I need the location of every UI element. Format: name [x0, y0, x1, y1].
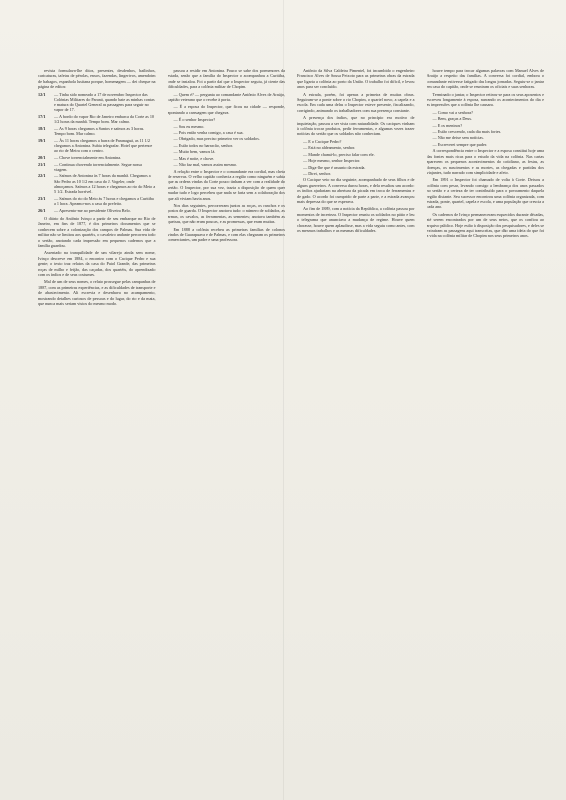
timeline-text: — As 9 horas chegamos a Santos e saímos as 3 horas. Tempo bom. Mar calmo.: [54, 125, 145, 137]
timeline-date: 18/1: [38, 125, 46, 131]
dialogue-line: — Muito bem, vamos lá.: [173, 149, 216, 155]
dialogue-line: — Pois então venha comigo, a casa é sua.: [173, 130, 244, 136]
timeline-entry: [38, 173, 156, 194]
timeline-text: — Saímos do rio do Meio às 7 horas e chegamos a Curitiba a 1 hora. Apeamo-nos a casa do prefeito.: [54, 195, 154, 206]
dialogue-line: — Está no aldeamento, senhor.: [303, 145, 356, 151]
dialogue-line: — Mande chamá-lo, preciso falar com ele.: [303, 151, 375, 157]
body-paragraph: O Cacique veio no dia seguinte, acompanhado de seus filhos e de alguns guerreiros. A conversa durou horas, e dela resultou um acordo: os índios ajudariam na abertura da picada em troca de ferramentas e de gado. O acordo foi cumprido de parte a parte, e a estrada avançou mais depressa do que se esperava.: [297, 177, 415, 204]
dialogue-line: — É o senhor Inspector?: [173, 117, 216, 123]
column-3: [297, 68, 415, 768]
timeline-entry: [38, 155, 156, 160]
dialogue-line: — Não me deixe sem notícias.: [432, 135, 484, 141]
timeline-date: 17/1: [38, 113, 46, 119]
dialogue-line: — Hoje mesmo, senhor Inspector.: [303, 158, 361, 164]
dialogue-line: — Direi, senhor.: [303, 170, 331, 176]
dialogue-line: — Estão todos no barracão, senhor.: [173, 142, 233, 148]
body-paragraph: Antônio da Silva Caldeira Pimentel, foi incumbido o engenheiro Francisco Alves de Sousa Peixoto para as primeiras obras da estrada que ligaria a colônia ao porto da União. O trabalho foi difícil, e levou anos para ser concluído.: [297, 68, 415, 90]
timeline-date: 20/1: [38, 154, 46, 160]
timeline-date: 19/1: [38, 137, 46, 143]
body-paragraph: — Quem é? — pergunta ao comandante Antônio Alves de Araújo, capitão veterano que o recebe à porta.: [167, 91, 285, 103]
article-columns: [38, 68, 544, 768]
body-paragraph: Ao fim de 1889, com a notícia da República, a colônia passou por momentos de incerteza. O Inspector reuniu os soldados no pátio e leu o telegrama que anunciava a mudança de regime. Houve quem chorasse, houve quem aplaudisse, mas a vida seguiu como antes, com os mesmos trabalhos e as mesmas dificuldades.: [297, 206, 415, 233]
dialogue-line: — Não faz mal, vamos assim mesmo.: [173, 162, 237, 168]
timeline-entry: [38, 92, 156, 113]
body-paragraph: A presença dos índios, que no princípio era motivo de inquietação, passou a ser vista com naturalidade. Os caciques vinham à colônia trocar produtos, pedir ferramentas, e algumas vezes trazer notícias do sertão que os soldados não conheciam.: [297, 115, 415, 137]
timeline-entry: [38, 196, 156, 206]
body-paragraph: — É a esposa do Inspector, que ficou na cidade — responde, apontando a carruagem que chegava.: [167, 104, 285, 115]
timeline-entry: [38, 138, 156, 154]
dialogue-line: — Sou eu mesmo.: [173, 123, 205, 129]
body-paragraph: A relação entre o Inspector e o comandante era cordial, mas cheia de reservas. O velho capitão conhecia a região como ninguém e sabia que as ordens vindas da Corte pouco tinham a ver com a realidade do sertão. O Inspector, por sua vez, trazia a disposição de quem quer mudar tudo e logo percebeu que nada se faria sem a colaboração dos que ali viviam havia anos.: [167, 168, 285, 201]
body-paragraph: Mal de um de seus nomes, o relato prossegue pelas campanhas de 1887, com as primeiras experiências, e as dificuldades de transporte e de abastecimento. Ali escrevia e desenhava no acampamento, mostrando detalhes curiosos de pessoas e do lugar, do rio e da mata, que nunca mais seriam vistos do mesmo modo.: [38, 279, 156, 306]
timeline-text: — Continua chovendo torrencialmente. Segue nossa viagem.: [54, 161, 142, 172]
dialogue-line: — E os meninos?: [432, 122, 463, 128]
timeline-text: — Às 11 horas chegamos a barra de Paranaguá, as 11 1/2 chegamos a Antonina. Subia telegrafar. Hotel que pertence ao rio de Meira com o centro.: [54, 137, 153, 154]
body-paragraph: A correspondência entre o Inspector e a esposa constitui hoje uma das fontes mais ricas para o estudo da vida na colônia. Nas cartas aparecem os pequenos acontecimentos do cotidiano, as festas, as doenças, os nascimentos e as mortes, as chegadas e partidas dos viajantes, tudo narrado com simplicidade e afeto.: [426, 148, 544, 175]
timeline-entry: [38, 162, 156, 172]
column-1: [38, 68, 156, 768]
dialogue-line: — Obrigado, mas preciso primeiro ver os soldados.: [173, 136, 260, 142]
body-paragraph: O diário do Antônio Ivinço a partir de seu embarque no Rio de Janeiro, em fins de 1877, é dos primeiros documentos que se conhecem sobre a colonização dos campos de Palmas. Sua vida de militar não se limitou aos quartéis, o cavaleiro andante percorreu todo o sertão, anotando cada impressão em pequenos cadernos que a família guardou.: [38, 215, 156, 248]
column-4: [427, 68, 545, 768]
column-1-intro: revista formulava-lhe ditos, presentes, desdenhos, bailinhos, caricaturas, tafetas de pérolas, enxos, fazendas, lingerivos, amendoim de babagos, espanhola lusitana porque, homenagem — dei cheque na página de editos:: [38, 68, 156, 90]
timeline-date: 23/1: [38, 195, 46, 201]
timeline-entry: [38, 114, 156, 124]
timeline-date: 21/1: [38, 161, 46, 167]
dialogue-line: — Diga-lhe que é assunto da estrada.: [303, 164, 366, 170]
dialogue-line: — Mas é noite, e chove.: [173, 155, 215, 161]
timeline-list: [38, 92, 156, 213]
body-paragraph: Nos dias seguintes, percorreram juntos as roças, os ranchos e os postos de guarda. O Inspector anotava tudo: o número de soldados, as armas, os cavalos, as ferramentas, as sementes; anotava também as queixas, que não eram poucas, e as promessas, que eram muitas.: [167, 202, 285, 225]
body-paragraph: A estrada, porém, foi apenas a primeira de muitas obras. Seguiram-se a ponte sobre o rio Chopim, o quartel novo, a capela e a escola. Em cada uma delas o Inspector esteve presente, fiscalizando, corrigindo, animando os trabalhadores com sua presença constante.: [297, 91, 415, 113]
page-fold: [283, 0, 284, 800]
timeline-text: — Tinha sido nomeado a 17 de novembro Inspector das Colónias Militares do Paraná, quando bate as minhas contas e matura do Quartel General as passagens para seguir no vapor de 17.: [54, 91, 155, 113]
dialogue-line: — E o Cacique Pedro?: [303, 138, 342, 144]
body-paragraph: houve tempo para trocar algumas palavras com Manuel Alves de Araújo a respeito das famílias. A conversa foi cordial, embora o comandante estivesse fatigado das longas jornadas. Seguiu-se o jantar em casa do capitão, onde se reuniram os oficiais e suas senhoras.: [426, 68, 544, 90]
column-2: [168, 68, 286, 768]
timeline-text: — Saímos de Antonina às 7 horas da manhã. Chegamos a São Pedro as 10 1/2 em casa do J. Vogeler, onde almoçamos. Saímos a 12 horas e chegamos ao rio do Meio a 5 1/2. Estrada horrível.: [54, 173, 156, 195]
timeline-entry: [38, 126, 156, 136]
body-paragraph: Os cadernos de Ivinço permaneceram esquecidos durante décadas, até serem encontrados por um de seus netos, que os confiou ao arquivo público. Hoje estão à disposição dos pesquisadores, e deles se extraíram as passagens aqui transcritas, que dão uma ideia do que foi a vida na colônia militar de Chopim nos seus primeiros anos.: [426, 211, 544, 239]
timeline-text: — Chove torrencialmente em Antonina.: [54, 154, 122, 160]
dialogue-line: — Escreverei sempre que puder.: [432, 141, 488, 147]
timeline-entry: [38, 208, 156, 213]
body-paragraph: Em 1888 a colônia recebeu as primeiras famílias de colonos vindos de Guarapuava e de Palmas, e com elas chegaram os primeiros comerciantes, um padre e uma professora.: [167, 226, 285, 243]
body-paragraph: Terminado o jantar, o Inspector retirou-se para os seus aposentos e escreveu longamente à esposa, narrando os acontecimentos do dia e as impressões que a colônia lhe causara.: [426, 91, 544, 108]
timeline-text: — A bordo do vapor Rio de Janeiro embarca da Corte as 10 1/2 horas da manhã. Tempo bom. Mar calmo.: [54, 113, 155, 125]
timeline-date: 26/1: [38, 207, 46, 213]
dialogue-line: — Bem, graças a Deus.: [432, 116, 473, 122]
timeline-date: 12/1: [38, 91, 46, 97]
body-paragraph: Assentado na tranquilidade de um vilarejo ainda sem nome, Ivinço descreve em 1884, o encontro com o Cacique Pedro e sua gente; o texto traz relatos da casa do Paiol Grande, das primeiras roças de milho e feijão, das caçadas, dos quartéis, do aprendizado com os índios e de seus costumes.: [38, 250, 156, 277]
timeline-text: — Apresento-me ao presidente Oliveira Belo.: [54, 207, 131, 213]
dialogue-line: — Como vai a senhora?: [432, 109, 473, 115]
body-paragraph: passou a residir em Antonina. Pouco se sabe dos pormenores da estada, senão que a família do Inspector o acompanhou a Curitiba, onde se instalou. Foi a partir daí que o Inspector seguiu, já ciente das dificuldades, para a colônia militar de Chopim.: [167, 68, 285, 90]
timeline-date: 22/1: [38, 173, 46, 179]
body-paragraph: Em 1891 o Inspector foi chamado de volta à Corte. Deixou a colônia com pesar, levando consigo a lembrança dos anos passados no sertão e a certeza de ter contribuído para o povoamento daquela região distante. Seu sucessor encontrou uma colônia organizada, com estrada, ponte, quartel, capela e escola, e uma população que crescia a cada ano.: [426, 177, 544, 210]
dialogue-line: — Estão crescendo, cada dia mais fortes.: [432, 129, 502, 135]
